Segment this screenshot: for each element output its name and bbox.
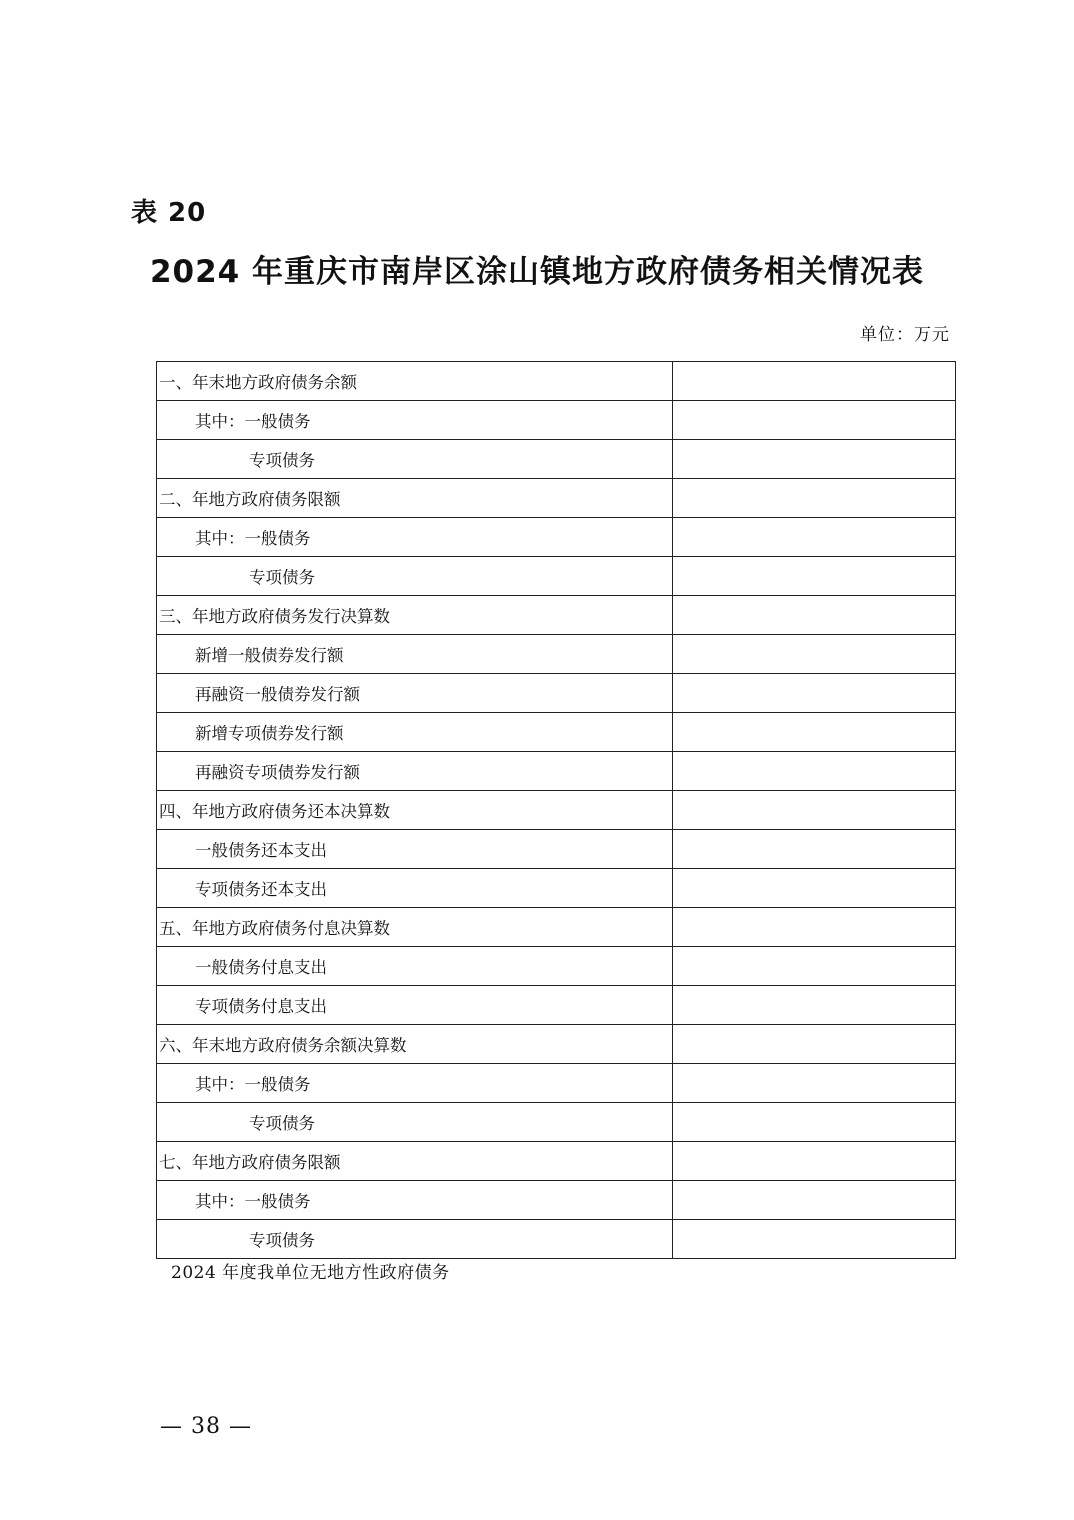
row-value-cell [673, 401, 956, 440]
row-value-cell [673, 557, 956, 596]
row-value-cell [673, 869, 956, 908]
row-label-cell: 专项债务还本支出 [157, 869, 673, 908]
table-row [157, 440, 956, 479]
row-value-cell [673, 713, 956, 752]
row-label-cell: 三、年地方政府债务发行决算数 [157, 596, 673, 635]
table-row [157, 1025, 956, 1064]
table-row [157, 1220, 956, 1259]
row-label-cell: 一般债务还本支出 [157, 830, 673, 869]
row-value-cell [673, 1220, 956, 1259]
row-value-cell [673, 752, 956, 791]
table-row [157, 1181, 956, 1220]
table-number-label: 表 20 [131, 198, 207, 228]
row-label-cell: 再融资一般债券发行额 [157, 674, 673, 713]
table-row [157, 557, 956, 596]
row-label-cell: 专项债务付息支出 [157, 986, 673, 1025]
row-value-cell [673, 908, 956, 947]
row-label-cell: 新增一般债券发行额 [157, 635, 673, 674]
table-row [157, 635, 956, 674]
table-row [157, 986, 956, 1025]
row-value-cell [673, 635, 956, 674]
table-row [157, 674, 956, 713]
row-value-cell [673, 1181, 956, 1220]
row-value-cell [673, 596, 956, 635]
row-value-cell [673, 674, 956, 713]
row-value-cell [673, 830, 956, 869]
table-row [157, 830, 956, 869]
table-row [157, 869, 956, 908]
row-value-cell [673, 440, 956, 479]
row-value-cell [673, 1064, 956, 1103]
row-value-cell [673, 947, 956, 986]
row-value-cell [673, 1025, 956, 1064]
row-value-cell [673, 986, 956, 1025]
table-row [157, 596, 956, 635]
page-title: 2024 年重庆市南岸区涂山镇地方政府债务相关情况表 [149, 254, 925, 290]
row-value-cell [673, 791, 956, 830]
row-value-cell [673, 1103, 956, 1142]
table-row [157, 1064, 956, 1103]
row-value-cell [673, 518, 956, 557]
row-label-cell: 其中：一般债务 [157, 518, 673, 557]
row-label-cell: 新增专项债券发行额 [157, 713, 673, 752]
row-label-cell: 专项债务 [157, 1220, 673, 1259]
row-label-cell: 一般债务付息支出 [157, 947, 673, 986]
table-row [157, 947, 956, 986]
row-label-cell: 五、年地方政府债务付息决算数 [157, 908, 673, 947]
table-row [157, 479, 956, 518]
row-label-cell: 专项债务 [157, 1103, 673, 1142]
row-label-cell: 一、年末地方政府债务余额 [157, 362, 673, 401]
row-label-cell: 四、年地方政府债务还本决算数 [157, 791, 673, 830]
table-row [157, 1103, 956, 1142]
debt-table-body [157, 362, 956, 1259]
table-row [157, 908, 956, 947]
row-label-cell: 其中：一般债务 [157, 1181, 673, 1220]
row-label-cell: 专项债务 [157, 557, 673, 596]
row-label-cell: 其中：一般债务 [157, 1064, 673, 1103]
row-value-cell [673, 479, 956, 518]
row-label-cell: 再融资专项债券发行额 [157, 752, 673, 791]
row-label-cell: 二、年地方政府债务限额 [157, 479, 673, 518]
table-row [157, 791, 956, 830]
table-row [157, 518, 956, 557]
table-row [157, 401, 956, 440]
row-label-cell: 六、年末地方政府债务余额决算数 [157, 1025, 673, 1064]
table-row [157, 713, 956, 752]
unit-label: 单位：万元 [860, 325, 950, 345]
page-number: — 38 — [160, 1414, 252, 1439]
table-row [157, 752, 956, 791]
footnote: 2024 年度我单位无地方性政府债务 [171, 1263, 450, 1283]
table-row [157, 362, 956, 401]
row-label-cell: 七、年地方政府债务限额 [157, 1142, 673, 1181]
row-value-cell [673, 1142, 956, 1181]
table-row [157, 1142, 956, 1181]
debt-table [156, 361, 956, 1259]
row-label-cell: 其中：一般债务 [157, 401, 673, 440]
row-label-cell: 专项债务 [157, 440, 673, 479]
row-value-cell [673, 362, 956, 401]
